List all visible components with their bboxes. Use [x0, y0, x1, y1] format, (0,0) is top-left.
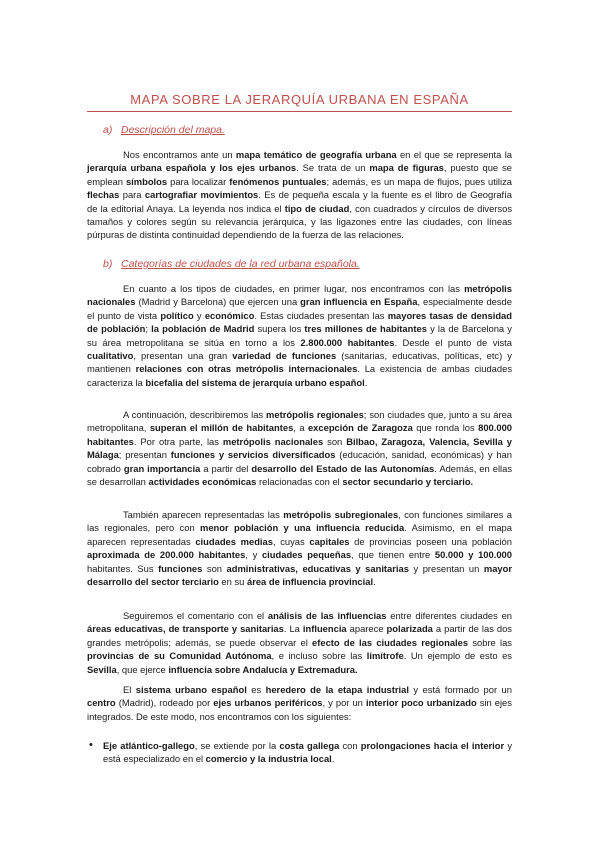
title-underline	[87, 111, 512, 112]
body-text: de provincias poseen una población	[349, 535, 512, 547]
bold-text: provincias de su Comunidad Autónoma	[87, 650, 272, 662]
bold-text: relaciones con otras metrópolis internacionales	[135, 363, 358, 375]
body-text: que ronda los	[412, 422, 479, 434]
bold-text: cartografiar movimientos	[144, 189, 259, 201]
section-letter: b)	[103, 258, 113, 270]
bold-text: costa gallega	[279, 740, 340, 751]
body-text: sin ejes integrados. De este modo, nos encontramos con los siguientes:	[87, 697, 512, 722]
bold-text: 800.000 habitantes	[87, 422, 512, 447]
paragraph	[87, 148, 512, 242]
bold-text: sector secundario y terciario.	[342, 476, 474, 488]
paragraph	[87, 683, 512, 723]
bold-text: metrópolis subregionales	[283, 509, 399, 520]
bold-text: Bilbao, Zaragoza, Valencia, Sevilla y Málaga	[87, 435, 512, 461]
body-text: Nos encontramos ante un	[123, 149, 236, 160]
section-title: Categorías de ciudades de la red urbana española.	[121, 258, 360, 270]
body-text: . Se trata de un	[296, 162, 370, 174]
body-text: , que ejerce	[116, 663, 169, 675]
bold-text: tipo de ciudad	[284, 202, 350, 214]
body-text: . Es de pequeña escala y la fuente es el libro de Geografía de la editorial Anaya. La leyenda nos indica el	[87, 189, 512, 214]
body-text: . Por otra parte, las	[133, 435, 223, 447]
bold-text: jerarquía urbana española y los ejes urbanos	[87, 162, 297, 174]
body-text: , y por un	[322, 697, 366, 709]
section-letter: a)	[103, 124, 113, 136]
body-text: . Además, en ellas se desarrollan	[87, 462, 513, 488]
bold-text: metrópolis regionales	[266, 409, 364, 420]
page-title: MAPA SOBRE LA JERARQUÍA URBANA EN ESPAÑA	[130, 92, 469, 107]
bold-text: centro	[87, 697, 116, 709]
bold-text: variedad de funciones	[232, 350, 337, 362]
body-text: , e incluso sobre las	[271, 650, 367, 662]
body-text: El	[123, 684, 136, 695]
section-heading-b	[103, 258, 360, 270]
body-text: y está especializado en el	[103, 740, 513, 765]
bold-text: limítrofe	[366, 650, 404, 662]
body-text: .	[373, 576, 376, 588]
body-text: Seguiremos el comentario con el	[123, 610, 268, 621]
body-text: . La	[283, 623, 303, 635]
bold-text: funciones	[158, 562, 203, 574]
bold-text: gran importancia	[123, 462, 201, 474]
bold-text: funciones y servicios diversificados	[170, 449, 336, 461]
body-text: sobre las	[468, 636, 512, 648]
bold-text: influencia	[302, 623, 347, 635]
bold-text: 50.000 y 100.000	[434, 549, 512, 561]
bold-text: heredero de la etapa industrial	[265, 684, 409, 695]
bold-text: ejes urbanos periféricos	[213, 697, 323, 709]
body-text: En cuanto a los tipos de ciudades, en primer lugar, nos encontramos con las	[123, 283, 465, 294]
bold-text: administrativas, educativas y sanitarias	[226, 562, 409, 574]
section-title: Descripción del mapa.	[121, 124, 225, 136]
bold-text: 2.800.000 habitantes	[300, 336, 395, 348]
body-text: , con funciones similares a las regionales, pero con	[87, 509, 513, 534]
body-text: para	[119, 189, 145, 201]
body-text: a partir de las dos grandes metrópolis; además, se puede observar el	[87, 623, 512, 648]
bold-text: político	[160, 309, 194, 321]
bold-text: desarrollo del Estado de las Autonomías	[251, 462, 435, 474]
body-text: con	[339, 740, 361, 751]
bold-text: ciudades pequeñas	[261, 549, 352, 561]
bold-text: ciudades medias	[195, 535, 273, 547]
body-text: ; presentan	[118, 449, 171, 461]
body-text: . Un ejemplo de esto es	[403, 650, 512, 662]
body-text: A continuación, describiremos las	[123, 409, 267, 420]
bullet-icon: •	[89, 739, 93, 751]
body-text: en su	[218, 576, 247, 588]
body-text: También aparecen representadas las	[123, 509, 284, 520]
paragraph	[87, 609, 512, 676]
bold-text: prolongaciones hacia el interior	[360, 740, 505, 751]
body-text: . Estas ciudades presentan las	[254, 309, 388, 321]
bold-text: aproximada de 200.000 habitantes	[87, 549, 246, 561]
bold-text: mayor desarrollo del sector terciario	[87, 562, 513, 588]
body-text: supera los	[254, 323, 305, 335]
body-text: . Desde el punto de vista	[394, 336, 512, 348]
body-text: , y	[245, 549, 262, 561]
body-text: entre diferentes ciudades en	[386, 610, 512, 621]
bold-text: análisis de las influencias	[267, 610, 387, 621]
body-text: aparece	[346, 623, 387, 635]
bold-text: comercio y la industria local	[205, 753, 332, 765]
body-text: ; son ciudades que, junto a su área metropolitana,	[87, 409, 513, 434]
paragraph	[87, 508, 512, 588]
body-text: , que tienen entre	[351, 549, 435, 561]
body-text: .	[364, 376, 368, 388]
bold-text: interior poco urbanizado	[365, 697, 477, 709]
bold-text: económico	[204, 309, 255, 321]
bold-text: fenómenos puntuales	[229, 175, 327, 187]
bold-text: bicefalia del sistema de jerarquía urbano español	[145, 376, 365, 388]
body-text: , a	[293, 422, 308, 434]
bold-text: polarizada	[386, 623, 433, 635]
body-text: . La existencia de ambas ciudades caracteriza la	[87, 363, 513, 388]
body-text: y la de Barcelona y su área metropolitana se sitúa en torno a los	[87, 323, 512, 348]
bold-text: superan el millón de habitantes	[149, 422, 294, 434]
bold-text: la población de Madrid	[151, 323, 255, 335]
body-text: habitantes. Sus	[87, 562, 159, 574]
bold-text: Sevilla	[87, 663, 117, 675]
body-text: relacionadas con el	[256, 476, 343, 488]
body-text: y	[193, 309, 205, 321]
body-text: a partir del	[200, 462, 252, 474]
body-text: .	[331, 753, 335, 765]
body-text: (educación, sanidad, económicas) y han cobrado	[87, 449, 512, 474]
paragraph	[87, 282, 512, 389]
bold-text: símbolos	[125, 175, 168, 187]
body-text: son	[202, 562, 227, 574]
body-text: y está formado por un	[408, 684, 512, 695]
bold-text: sistema urbano español	[135, 684, 247, 695]
list-item	[89, 739, 513, 766]
body-text: , especialmente desde el punto de vista	[87, 296, 512, 321]
bold-text: áreas educativas, de transporte y sanitarias	[87, 623, 284, 635]
bold-text: cualitativo	[87, 350, 134, 362]
bold-text: influencia sobre Andalucía y Extremadura.	[168, 663, 358, 675]
bold-text: gran influencia en España	[300, 296, 418, 308]
body-text: , con cuadrados y círculos de diversos tamaños y colores según su relevancia jerárquica, y las ligazones entre las ciudades, con líneas púrpuras de distinta continuidad dependiendo de la fuerza de las relaciones.	[87, 202, 513, 241]
bold-text: flechas	[87, 189, 120, 201]
body-text: ;	[145, 323, 152, 335]
body-text: y presentan un	[408, 562, 484, 574]
body-text: en el que se representa la	[396, 149, 513, 160]
body-text: es	[246, 684, 266, 695]
bold-text: área de influencia provincial	[246, 576, 374, 588]
bold-text: capitales	[309, 535, 350, 547]
bold-text: Eje atlántico-gallego	[103, 740, 195, 751]
bold-text: mapa temático de geografía urbana	[235, 149, 397, 160]
body-text: , cuyas	[272, 535, 310, 547]
bold-text: metrópolis nacionales	[222, 435, 324, 447]
body-text: , puesto que se emplean	[87, 162, 512, 187]
bold-text: actividades económicas	[148, 476, 257, 488]
bold-text: tres millones de habitantes	[304, 323, 427, 335]
body-text: ; además, es un mapa de flujos, pues utiliza	[326, 175, 512, 187]
bold-text: excepción de Zaragoza	[307, 422, 413, 434]
body-text: (Madrid), rodeado por	[115, 697, 214, 709]
body-text: (Madrid y Barcelona) que ejercen una	[135, 296, 301, 308]
bold-text: metrópolis nacionales	[87, 283, 512, 308]
body-text: (sanitarias, educativas, políticas, etc) y mantienen	[87, 350, 512, 375]
bold-text: mayores tasas de densidad de población	[87, 309, 512, 335]
body-text: son	[323, 435, 347, 447]
body-text: para localizar	[167, 175, 230, 187]
section-heading-a	[103, 124, 225, 136]
bold-text: efecto de las ciudades regionales	[312, 636, 469, 648]
paragraph	[87, 408, 512, 488]
body-text: , presentan una gran	[133, 350, 233, 362]
body-text: , se extiende por la	[194, 740, 280, 751]
bold-text: mapa de figuras	[369, 162, 444, 174]
body-text: . Asimismo, en el mapa aparecen representadas	[87, 522, 512, 547]
bold-text: menor población y una influencia reducida	[200, 522, 405, 534]
